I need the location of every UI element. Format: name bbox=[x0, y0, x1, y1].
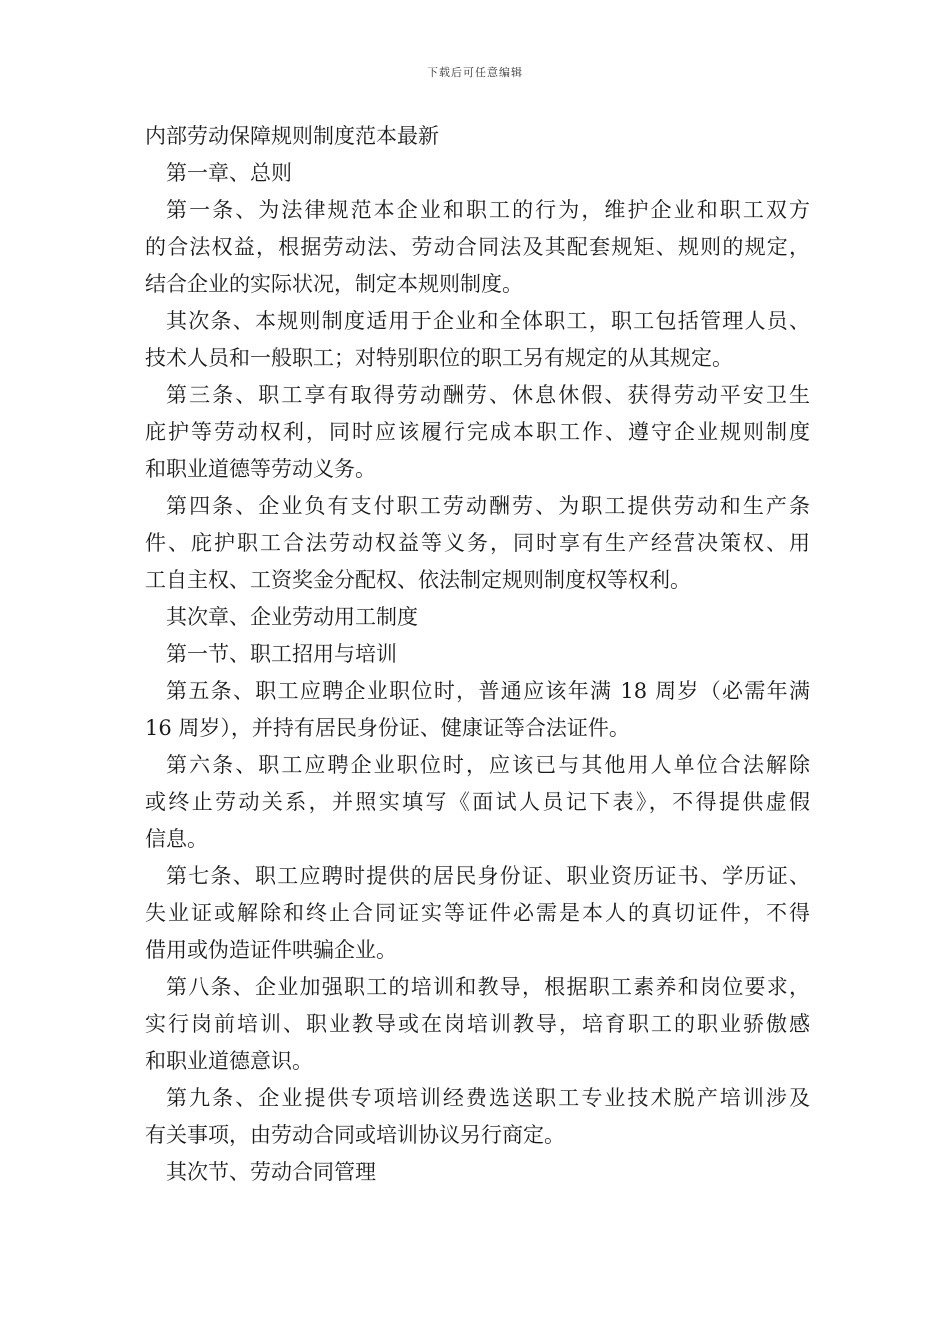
document-line: 第一节、职工招用与培训 bbox=[166, 642, 397, 666]
document-line: 庇护等劳动权利，同时应该履行完成本职工作、遵守企业规则制度 bbox=[145, 420, 810, 444]
document-line: 第八条、企业加强职工的培训和教导，根据职工素养和岗位要求， bbox=[166, 975, 810, 999]
document-line: 或终止劳动关系，并照实填写《面试人员记下表》，不得提供虚假 bbox=[145, 790, 810, 814]
document-line: 其次条、本规则制度适用于企业和全体职工，职工包括管理人员、 bbox=[166, 309, 810, 333]
document-line: 失业证或解除和终止合同证实等证件必需是本人的真切证件，不得 bbox=[145, 901, 810, 925]
document-line: 16 周岁），并持有居民身份证、健康证等合法证件。 bbox=[145, 716, 630, 740]
document-line: 第一章、总则 bbox=[166, 161, 292, 185]
document-line: 其次章、企业劳动用工制度 bbox=[166, 605, 418, 629]
document-line: 第七条、职工应聘时提供的居民身份证、职业资历证书、学历证、 bbox=[166, 864, 810, 888]
document-line: 第九条、企业提供专项培训经费选送职工专业技术脱产培训涉及 bbox=[166, 1086, 810, 1110]
document-line: 第五条、职工应聘企业职位时，普通应该年满 18 周岁（必需年满 bbox=[166, 679, 810, 703]
document-line: 第一条、为法律规范本企业和职工的行为，维护企业和职工双方 bbox=[166, 198, 810, 222]
document-line: 第六条、职工应聘企业职位时，应该已与其他用人单位合法解除 bbox=[166, 753, 810, 777]
document-line: 件、庇护职工合法劳动权益等义务，同时享有生产经营决策权、用 bbox=[145, 531, 810, 555]
document-line: 其次节、劳动合同管理 bbox=[166, 1160, 376, 1184]
document-line: 实行岗前培训、职业教导或在岗培训教导，培育职工的职业骄傲感 bbox=[145, 1012, 810, 1036]
document-line: 借用或伪造证件哄骗企业。 bbox=[145, 938, 397, 962]
document-line: 和职业道德意识。 bbox=[145, 1049, 313, 1073]
document-line: 第四条、企业负有支付职工劳动酬劳、为职工提供劳动和生产条 bbox=[166, 494, 810, 518]
document-line: 第三条、职工享有取得劳动酬劳、休息休假、获得劳动平安卫生 bbox=[166, 383, 810, 407]
document-line: 工自主权、工资奖金分配权、依法制定规则制度权等权利。 bbox=[145, 568, 691, 592]
document-line: 的合法权益，根据劳动法、劳动合同法及其配套规矩、规则的规定， bbox=[145, 235, 810, 259]
document-line: 和职业道德等劳动义务。 bbox=[145, 457, 376, 481]
document-line: 结合企业的实际状况，制定本规则制度。 bbox=[145, 272, 523, 296]
document-line: 技术人员和一般职工；对特别职位的职工另有规定的从其规定。 bbox=[145, 346, 733, 370]
document-line: 有关事项，由劳动合同或培训协议另行商定。 bbox=[145, 1123, 565, 1147]
document-body bbox=[145, 118, 810, 1191]
page-header: 下载后可任意编辑 bbox=[427, 66, 523, 79]
document-line: 信息。 bbox=[145, 827, 208, 851]
document-line: 内部劳动保障规则制度范本最新 bbox=[145, 124, 439, 148]
